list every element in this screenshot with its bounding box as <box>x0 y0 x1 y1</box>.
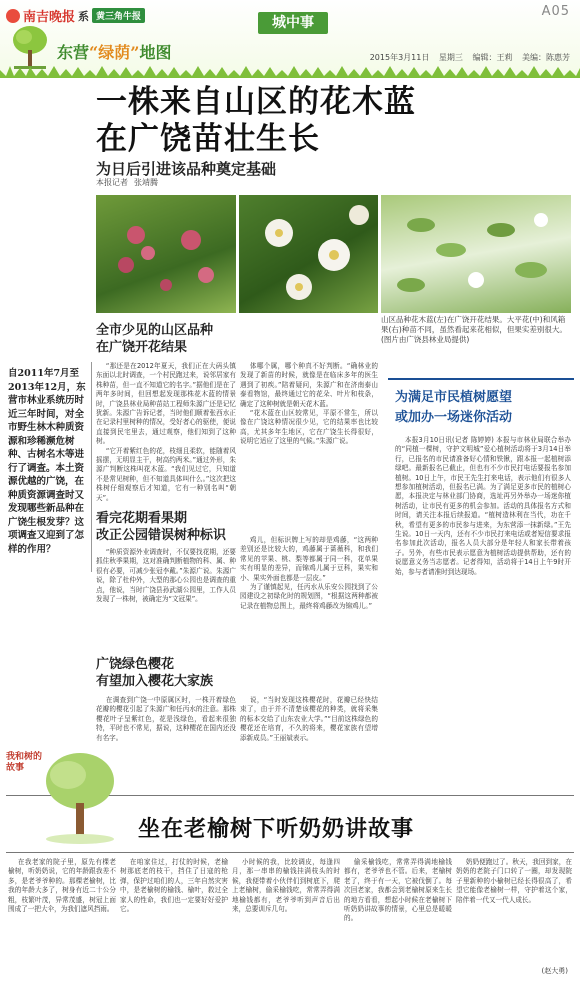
byline-reporter: 本报记者 <box>96 178 128 187</box>
page-number: A05 <box>541 4 570 19</box>
side-story-paragraph: 本报3月10日讯(记者 陈婷婷) 本报与市林业局联合举办的“同植一棵树，守护文明城”爱心植树活动将于3月14日举行，已报名的市民请准备好心情和铁锹，跟本报一起植树添绿吧。最新报名已截止，但也有不少市民打电话要报名参加植树。10日上午，市民王先生打来电话，表示他们有很多人想参加植树活动，但报名已满。为了满足更多市民的植树心愿，本报决定与林业部门协商，选址再另外举办一场迷你植树活动，让市民有更多的机会参加。活动的具体报名方式和时间，请关注本报后续报道。“植树造林利在当代，功在千秋，希望有更多的市民参与进来，为东营添一抹新绿。”王先生说。10日一天内，还有不少市民打来电话或者短信要求报名参加此次活动，报名人员大部分是年轻人和家长带着孩子。另外，有些市民表示愿意为植树活动提供帮助，还有的说愿意义务当志愿者。记者得知，活动将于14日上午9时开始，参与者请准时到达现场。 <box>395 436 571 576</box>
side-story-headline <box>395 388 512 428</box>
brand-logo-icon <box>6 9 20 23</box>
section-1-paragraph-3: 体哪个属，哪个种真不好判断。“确林业的发现了新苗的时候，就像是在临床多年的医生遇到了初疾。”陪着疑问，朱源广和在济南泰山泰看物馆，最终通过它的花朵、叶片和枝条，确定了这种树就是朝天花木蓝。 <box>240 362 378 408</box>
photo-indigo-flowers <box>96 195 236 313</box>
headline-line-2: 在广饶苗壮生长 <box>96 121 320 157</box>
bottom-paragraph-5: 奶奶便跑过了。秋天，我回到家，在奶奶的老院子门口转了一圈，却发现院子里新种的小榆树已经长得很高了，希望它能像老榆树一样，守护着这个家，陪伴着一代又一代人成长。 <box>456 858 572 904</box>
side-story-body <box>395 436 571 786</box>
side-headline-line-2: 或加办一场迷你活动 <box>395 410 513 425</box>
issue-designer: 美编：陈惠芳 <box>522 53 570 62</box>
section-2-title-line-2: 改正公园错误树种标识 <box>96 528 227 543</box>
bottom-column-4 <box>344 858 452 978</box>
bottom-title-divider <box>6 852 574 853</box>
column-title-prefix: 东营 <box>57 43 90 62</box>
newspaper-brand <box>6 6 145 25</box>
section-3-paragraph-1: 在调查到广饶一中原属区时，一株开着绿色花瓣的樱花引起了朱源广和任丙水的注意。那株樱花叶子呈紫红色，花是浅绿色，看起来很独特，平时也不常见，据说，这种樱花在国内还没有名字。 <box>96 696 236 742</box>
column-title-suffix: 地图 <box>139 43 172 62</box>
issue-weekday: 星期三 <box>438 53 463 62</box>
section-2-paragraph-3: 为了谨慎起见，任丙水从乐安公园找到了公园建设之初绿化时的规划图，“根据这两种都被记录在植物总图上，最终将鸡藤改为锦鸡儿。” <box>240 583 378 610</box>
section-3-column-2 <box>240 696 378 788</box>
section-1-title-line-1: 全市少见的山区品种 <box>96 323 214 338</box>
section-1-column-1 <box>96 362 236 502</box>
section-1-paragraph-1: “那还是在2012年夏天，我们正在大码头镇东面以北时调查，一个村民跑过来，说邻居家有株种苗，但一直不知道它的名字。”据他们是在了两年多时间，但回想起发现那株花木蓝的情景时，广饶县林业局种苗站工程师朱源广还是记忆犹新。朱源广告诉记者，当时他们顺着张西水正在记录村里树种的情况，受好者心的驱使，便说直接到民宅里去，通过观察，他们知到了这种树。 <box>96 362 236 446</box>
brand-name: 南吉晚报 <box>23 10 76 25</box>
issue-editor: 编辑：王莉 <box>472 53 513 62</box>
bottom-paragraph-4: 偷采榆钱吃，常常弄得满地榆钱都有，老爷爷也不管。后来，老榆树老了，终于有一天，它被伐倒了。每次回老家，我都会到老榆树原来生长的地方看看，想起小时候在老榆树下听奶奶讲故事的情景，心里总是暖暖的。 <box>344 858 452 923</box>
bottom-column-2 <box>120 858 228 978</box>
issue-info <box>0 52 570 63</box>
bottom-column-5 <box>456 858 572 964</box>
bottom-paragraph-2: 在咱家住过，打仗的时候，老榆树那底老的枝干，挡住了日寇的枪弹，保护过咱们的人，三年自然灾害中，是老榆树的榆钱、榆叶，救过全家人的性命，我们也一定要好好爱护它。 <box>120 858 228 914</box>
article-subhead: 为日后引进该品种奠定基础 <box>96 160 277 178</box>
photo-caption: 山区品种花木蓝(左)在广饶开花结果。大平花(中)和风箱果(右)种苗不同，虽然看起来花相似，但果实差别很大。(图片由广饶县林业局提供) <box>381 315 567 344</box>
section-1-column-2 <box>240 362 378 502</box>
bottom-paragraph-3: 小时候的我，比较调皮，每逢四月，那一串串的榆钱挂满枝头的时候，我便带着小伙伴们到树底下，爬上老榆树，偷采榆钱吃，常常弄得满地榆钱都有，老爷爷听到声音后出来，总要训斥几句。 <box>232 858 340 914</box>
photo-spiraea-leaves <box>381 195 571 313</box>
section-3-paragraph-2: 说，“当时发现这株樱花时，花瓣已经快结束了，由于并不清楚该樱花的种类，就将采集的标本交给了山东农业大学。”“目前这株绿色的樱花还在培育，不久的将来，樱花家族有望增添新成员。”王丽斌表示。 <box>240 696 378 742</box>
bottom-column-3 <box>232 858 340 978</box>
section-3-title-line-1: 广饶绿色樱花 <box>96 657 175 672</box>
section-2-title-line-1: 看完花期看果期 <box>96 511 188 526</box>
photo-white-blossom <box>239 195 378 313</box>
section-2-paragraph-2: 鸡儿，但标识牌上写的却是鸡藤，“这两种差别还是比较大的，鸡藤属于蔷薇科，和我们常见的苹果、桃、梨等都属于同一科，花单果实有明显的差异，而锦鸡儿属于豆科，果实和小、果实外面也都是一层皮。” <box>240 536 378 582</box>
brand-sub: 系 <box>78 9 90 23</box>
column-title-highlight: “绿荫” <box>89 43 140 62</box>
section-2-paragraph-1: “种质资源外业调查时，不仅要找花期，还要抓住秋季果期，这对准确判断植物的科、属、种很有必要，可减少张冠李戴。”朱源广说。朱源广说，除了杜仲外，大型的那心公园也是调查的重点，他说，当时广饶县孙武湖公园里，工作人员发现了一株树，被确定为“文冠果”。 <box>96 548 236 604</box>
side-story-rule <box>388 378 574 380</box>
issue-date: 2015年3月11日 <box>369 53 430 62</box>
page-header <box>0 0 580 78</box>
section-tab: 城中事 <box>258 12 328 34</box>
bottom-author: (赵大勇) <box>541 967 568 975</box>
column-label: 我和树的故事 <box>6 752 43 773</box>
section-1-title <box>96 322 213 356</box>
bottom-column-1 <box>8 858 116 978</box>
headline-line-1: 一株来自山区的花木蓝 <box>96 84 416 120</box>
section-1-paragraph-4: “花木蓝在山区较常见，平原不常生，所以像在广饶这种情况很少见，它的结果率也比较高，尤其多年生地区，它在广饶生长得很好，说明它适应了这里的气候。”朱源广说。 <box>240 409 378 446</box>
section-3-title <box>96 656 213 690</box>
article-lead: 自2011年7月至2013年12月，东营市林业系统历时近三年时间，对全市野生林木种质资源和珍稀濒危树种、古树名木等进行了调查。本土资源优越的广饶，在种质资源调查时又发现哪些新品种在广饶生根发芽？这项调查又迎到了怎样的作用？ <box>8 368 86 555</box>
grass-decoration-icon <box>0 64 580 78</box>
article-byline <box>96 177 164 188</box>
brand-badge: 黄三角牛报 <box>92 8 145 23</box>
section-3-title-line-2: 有望加入樱花大家族 <box>96 674 214 689</box>
section-1-title-line-2: 在广饶开花结果 <box>96 340 188 355</box>
column-divider <box>91 362 92 572</box>
section-2-column-1 <box>96 548 236 652</box>
bottom-paragraph-1: 在我老家的院子里，原先有棵老榆树，听奶奶说，它的年龄跟我差不多，是老爷爷种的。那棵老榆树，比我的年龄大多了，树身有近二十公分粗，枝繁叶茂，异常茂盛，树冠上面围成了一把大伞，为我们遮风挡雨。 <box>8 858 116 914</box>
article-headline <box>96 84 416 158</box>
byline-name: 张靖腾 <box>134 178 158 187</box>
section-2-column-2 <box>240 536 378 686</box>
bottom-story-headline: 坐在老榆树下听奶奶讲故事 <box>138 816 415 842</box>
section-1-paragraph-2: “它开着紫红色的花，枝细且柔软，能随着风摇摆，无明显主干，树高约两米。”通过外形，朱源广判断这株叫花木蓝。“我们见过它，只知道不是常见树种，但不知道具体叫什么。”这次把这株树仔细观察后才知道，它有一种别名叫“朝天”。 <box>96 446 236 502</box>
side-headline-line-1: 为满足市民植树愿望 <box>395 390 513 405</box>
section-2-title <box>96 510 226 544</box>
